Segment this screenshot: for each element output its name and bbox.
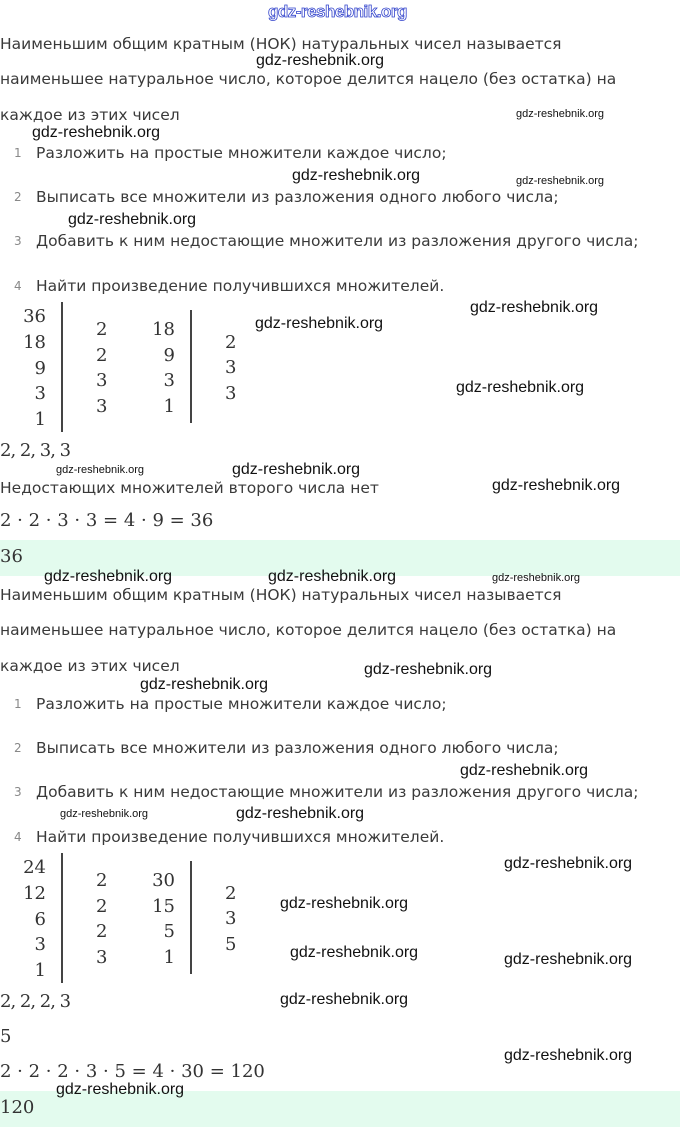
step-number: 2 xyxy=(14,190,22,204)
divisor-value: 3 xyxy=(225,357,237,378)
step-number: 3 xyxy=(14,785,22,799)
step-number: 1 xyxy=(14,146,22,160)
dividend-value: 15 xyxy=(152,896,175,917)
watermark: gdz-reshebnik.org xyxy=(292,167,421,184)
definition-line: каждое из этих чисел xyxy=(0,106,180,124)
factors-list: 2, 2, 2, 3 xyxy=(0,991,71,1012)
divisor-value: 3 xyxy=(96,370,108,391)
definition-line: каждое из этих чисел xyxy=(0,657,180,675)
division-line xyxy=(190,310,192,423)
watermark: gdz-reshebnik.org xyxy=(470,299,599,316)
divisor-value: 3 xyxy=(96,947,108,968)
watermark: gdz-reshebnik.org xyxy=(280,991,409,1008)
dividend-value: 36 xyxy=(23,306,46,327)
watermark: gdz-reshebnik.org xyxy=(516,175,605,187)
dividend-value: 1 xyxy=(34,960,46,981)
watermark: gdz-reshebnik.org xyxy=(140,676,269,693)
divisor-value: 3 xyxy=(225,383,237,404)
watermark: gdz-reshebnik.org xyxy=(460,762,589,779)
step-number: 2 xyxy=(14,741,22,755)
step-number: 4 xyxy=(14,279,22,293)
watermark: gdz-reshebnik.org xyxy=(268,568,397,585)
watermark: gdz-reshebnik.org xyxy=(504,951,633,968)
divisor-value: 3 xyxy=(225,908,237,929)
divisor-value: 2 xyxy=(225,883,237,904)
definition-line: наименьшее натуральное число, которое делится нацело (без остатка) на xyxy=(0,621,617,639)
division-line xyxy=(61,302,63,432)
answer: 36 xyxy=(0,546,23,567)
header-watermark: gdz-reshebnik.org xyxy=(268,2,407,21)
divisor-value: 2 xyxy=(96,921,108,942)
watermark: gdz-reshebnik.org xyxy=(56,464,145,476)
answer: 120 xyxy=(0,1097,35,1118)
watermark: gdz-reshebnik.org xyxy=(504,855,633,872)
dividend-value: 9 xyxy=(163,345,175,366)
definition-line: Наименьшим общим кратным (НОК) натуральных чисел называется xyxy=(0,586,562,604)
step-number: 4 xyxy=(14,830,22,844)
product-equation: 2 · 2 · 2 · 3 · 5 = 4 · 30 = 120 xyxy=(0,1061,265,1082)
divisor-value: 2 xyxy=(96,319,108,340)
dividend-value: 3 xyxy=(34,934,46,955)
step-text: Выписать все множители из разложения одного любого числа; xyxy=(36,188,559,206)
watermark: gdz-reshebnik.org xyxy=(456,379,585,396)
watermark: gdz-reshebnik.org xyxy=(364,661,493,678)
dividend-value: 1 xyxy=(163,396,175,417)
dividend-value: 3 xyxy=(163,370,175,391)
step-text: Добавить к ним недостающие множители из разложения другого числа; xyxy=(36,783,639,801)
step-text: Найти произведение получившихся множителей. xyxy=(36,828,445,846)
dividend-value: 1 xyxy=(34,409,46,430)
dividend-value: 3 xyxy=(34,383,46,404)
step-text: Разложить на простые множители каждое число; xyxy=(36,695,447,713)
division-line xyxy=(61,853,63,983)
divisor-value: 3 xyxy=(96,396,108,417)
divisor-value: 2 xyxy=(96,345,108,366)
missing-factors: Недостающих множителей второго числа нет xyxy=(0,479,379,497)
watermark: gdz-reshebnik.org xyxy=(68,211,197,228)
watermark: gdz-reshebnik.org xyxy=(60,808,149,820)
dividend-value: 6 xyxy=(34,909,46,930)
definition-line: Наименьшим общим кратным (НОК) натуральных чисел называется xyxy=(0,35,562,53)
watermark: gdz-reshebnik.org xyxy=(232,461,361,478)
step-text: Найти произведение получившихся множителей. xyxy=(36,277,445,295)
divisor-value: 2 xyxy=(225,332,237,353)
dividend-value: 30 xyxy=(152,870,175,891)
divisor-value: 2 xyxy=(96,870,108,891)
step-text: Выписать все множители из разложения одного любого числа; xyxy=(36,739,559,757)
step-number: 3 xyxy=(14,234,22,248)
watermark: gdz-reshebnik.org xyxy=(56,1081,185,1098)
watermark: gdz-reshebnik.org xyxy=(44,568,173,585)
missing-factors: 5 xyxy=(0,1026,12,1047)
watermark: gdz-reshebnik.org xyxy=(492,477,621,494)
divisor-value: 5 xyxy=(225,934,237,955)
dividend-value: 18 xyxy=(152,319,175,340)
watermark: gdz-reshebnik.org xyxy=(492,572,581,584)
step-text: Разложить на простые множители каждое число; xyxy=(36,144,447,162)
watermark: gdz-reshebnik.org xyxy=(280,895,409,912)
factors-list: 2, 2, 3, 3 xyxy=(0,440,71,461)
dividend-value: 9 xyxy=(34,358,46,379)
dividend-value: 24 xyxy=(23,857,46,878)
step-number: 1 xyxy=(14,697,22,711)
watermark: gdz-reshebnik.org xyxy=(256,52,385,69)
divisor-value: 2 xyxy=(96,896,108,917)
definition-line: наименьшее натуральное число, которое делится нацело (без остатка) на xyxy=(0,70,617,88)
dividend-value: 1 xyxy=(163,947,175,968)
watermark: gdz-reshebnik.org xyxy=(236,805,365,822)
division-line xyxy=(190,861,192,974)
product-equation: 2 · 2 · 3 · 3 = 4 · 9 = 36 xyxy=(0,510,214,531)
watermark: gdz-reshebnik.org xyxy=(255,315,384,332)
watermark: gdz-reshebnik.org xyxy=(290,944,419,961)
watermark: gdz-reshebnik.org xyxy=(32,124,161,141)
step-text: Добавить к ним недостающие множители из разложения другого числа; xyxy=(36,232,639,250)
watermark: gdz-reshebnik.org xyxy=(516,108,605,120)
watermark: gdz-reshebnik.org xyxy=(504,1047,633,1064)
dividend-value: 12 xyxy=(23,883,46,904)
dividend-value: 5 xyxy=(163,921,175,942)
dividend-value: 18 xyxy=(23,332,46,353)
